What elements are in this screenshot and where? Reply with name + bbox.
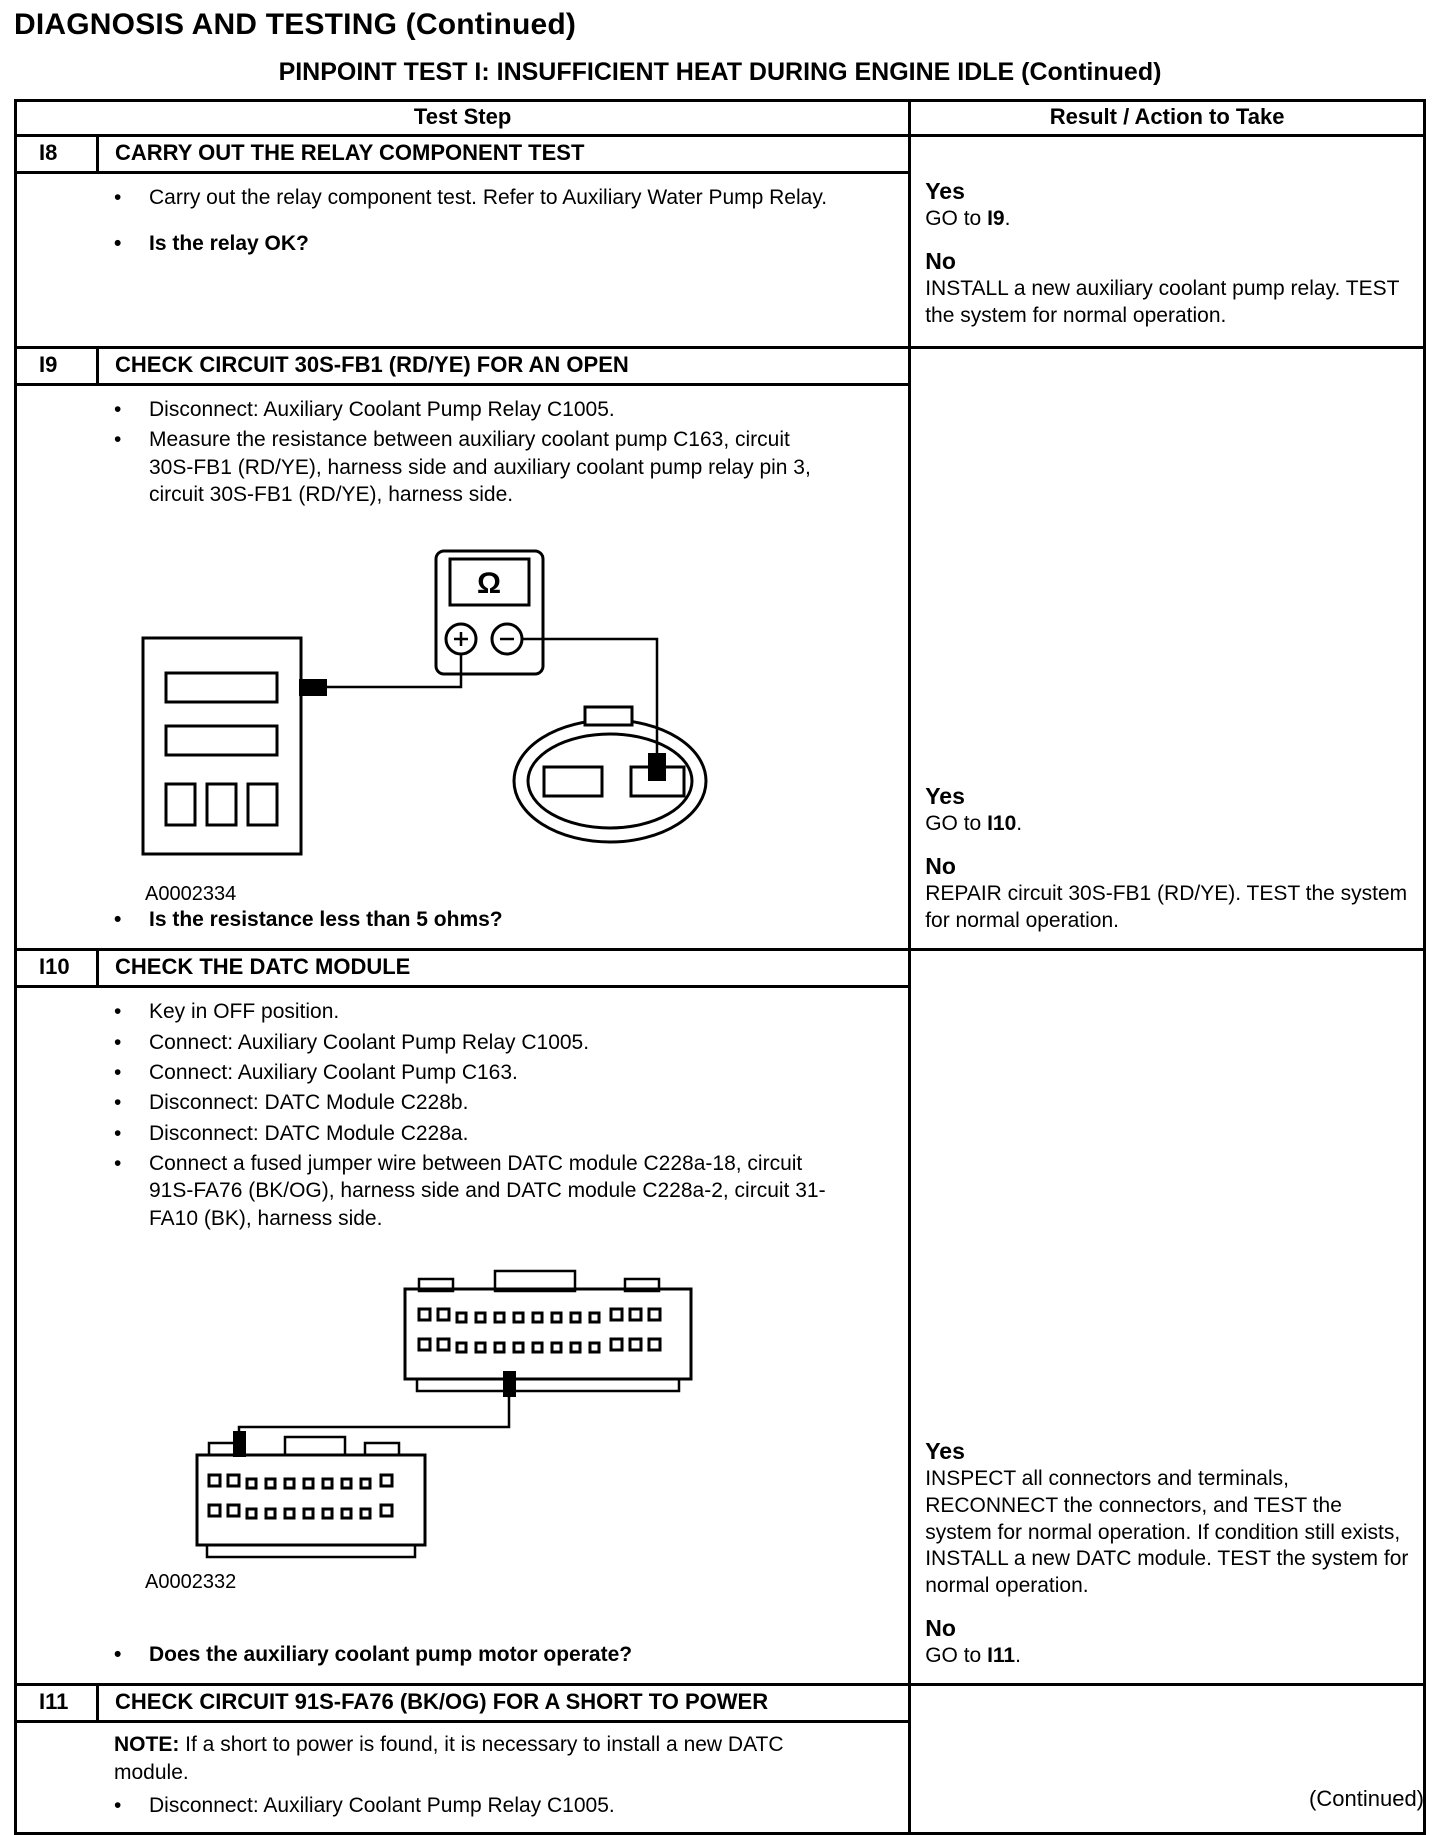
step-body [17, 988, 908, 1683]
top-connector-pins [419, 1309, 660, 1352]
result-cell [911, 349, 1423, 948]
test-step-cell [17, 137, 911, 346]
go-to-period: . [1016, 812, 1023, 836]
result-no-action: REPAIR circuit 30S-FB1 (RD/YE). TEST the system for normal operation. [925, 882, 1408, 932]
step-instructions [17, 184, 908, 214]
ohm-symbol: Ω [476, 567, 502, 601]
test-section-i8 [17, 137, 1423, 349]
test-step-cell [17, 951, 911, 1683]
step-instruction: • Disconnect: Auxiliary Coolant Pump Relay C1005. [17, 1792, 908, 1822]
test-step-cell [17, 349, 911, 948]
step-instruction: • Connect: Auxiliary Coolant Pump C163. [17, 1059, 908, 1089]
go-to-text: GO to [925, 207, 988, 231]
step-header [17, 349, 908, 386]
result-yes-action [925, 811, 1411, 838]
note [17, 1731, 908, 1792]
step-instructions [17, 1792, 908, 1822]
go-to-text: GO to [925, 812, 988, 836]
result-yes-label: Yes [925, 783, 965, 810]
step-title: CHECK CIRCUIT 30S-FB1 (RD/YE) FOR AN OPEN [115, 352, 629, 377]
relay-connector-icon [143, 638, 301, 854]
multimeter-connector-diagram [135, 539, 715, 871]
step-instructions [17, 998, 908, 1234]
go-to-target: I11 [987, 1643, 1016, 1667]
datc-connector-top-icon [405, 1271, 691, 1391]
step-instructions [17, 396, 908, 511]
step-body [17, 1723, 908, 1832]
go-to-period: . [1015, 1643, 1021, 1667]
resistance-test-diagram [135, 539, 908, 871]
step-id: I11 [17, 1686, 99, 1720]
page-continued-footer: (Continued) [1309, 1786, 1424, 1811]
datc-module-connectors-diagram [195, 1259, 705, 1559]
plus-probe-icon [446, 624, 476, 654]
result-cell [911, 137, 1423, 346]
step-instruction: • Key in OFF position. [17, 998, 908, 1028]
step-header [17, 1686, 908, 1723]
result-no-action: INSTALL a new auxiliary coolant pump relay. TEST the system for normal operation. [925, 277, 1400, 327]
step-question-block [17, 906, 908, 936]
result-cell [911, 951, 1423, 1683]
pinpoint-test-subtitle: PINPOINT TEST I: INSUFFICIENT HEAT DURING ENGINE IDLE (Continued) [278, 58, 1162, 86]
minus-probe-icon [492, 624, 522, 654]
step-id: I10 [17, 951, 99, 985]
step-header [17, 951, 908, 988]
step-id: I8 [17, 137, 99, 171]
result-no-label: No [925, 247, 956, 274]
step-question-block [17, 230, 908, 260]
step-title: CARRY OUT THE RELAY COMPONENT TEST [115, 140, 585, 165]
step-header [17, 137, 908, 174]
result-column-header: Result / Action to Take [1049, 104, 1285, 129]
step-instruction: • Disconnect: DATC Module C228b. [17, 1089, 908, 1119]
result-yes-label: Yes [925, 1438, 965, 1465]
step-instruction: • Measure the resistance between auxiliary coolant pump C163, circuit 30S-FB1 (RD/YE), harness side and auxiliary coolant pump relay pin 3, circuit 30S-FB1 (RD/YE), harness side. [17, 426, 908, 511]
result-no-action [925, 1643, 1411, 1670]
go-to-target: I10 [987, 812, 1017, 836]
step-id: I9 [17, 349, 99, 383]
test-section-i9 [17, 349, 1423, 951]
step-title: CHECK THE DATC MODULE [115, 954, 411, 980]
step-instruction: • Connect: Auxiliary Coolant Pump Relay C1005. [17, 1029, 908, 1059]
result-yes-action: INSPECT all connectors and terminals, RECONNECT the connectors, and TEST the system for normal operation. If condition still exists, INSTALL a new DATC module. TEST the system for normal operation. [925, 1467, 1409, 1597]
go-to-period: . [1004, 207, 1011, 231]
step-instruction: • Disconnect: DATC Module C228a. [17, 1120, 908, 1150]
step-question: • Is the relay OK? [17, 230, 908, 260]
go-to-text: GO to [925, 1643, 988, 1667]
step-instruction: • Carry out the relay component test. Refer to Auxiliary Water Pump Relay. [17, 184, 908, 214]
result-yes-action [925, 206, 1411, 233]
figure-label: A0002332 [145, 1570, 237, 1593]
step-question: • Does the auxiliary coolant pump motor operate? [17, 1641, 908, 1671]
step-body [17, 174, 908, 346]
test-section-i10 [17, 951, 1423, 1686]
go-to-target: I9 [987, 207, 1005, 231]
page-title: DIAGNOSIS AND TESTING (Continued) [14, 8, 577, 41]
step-instruction: • Disconnect: Auxiliary Coolant Pump Relay C1005. [17, 396, 908, 426]
step-body [17, 386, 908, 948]
step-question-block [17, 1641, 908, 1671]
datc-connector-bottom-icon [197, 1437, 425, 1557]
test-step-column-header: Test Step [17, 102, 911, 134]
test-section-i11 [17, 1686, 1423, 1832]
step-instruction: • Connect a fused jumper wire between DATC module C228a-18, circuit 91S-FA76 (BK/OG), harness side and DATC module C228a-2, circuit 31-FA10 (BK), harness side. [17, 1150, 908, 1235]
step-question: • Is the resistance less than 5 ohms? [17, 906, 908, 936]
result-no-label: No [925, 852, 956, 879]
pump-connector-icon [514, 707, 706, 842]
jumper-wire-diagram [195, 1259, 908, 1559]
note-text: If a short to power is found, it is necessary to install a new DATC module. [114, 1733, 784, 1784]
result-yes-label: Yes [925, 178, 965, 204]
note-label: NOTE: [114, 1733, 180, 1757]
bottom-connector-pins [209, 1475, 392, 1518]
test-step-cell [17, 1686, 911, 1832]
pinpoint-test-table [14, 99, 1426, 1835]
figure-label: A0002334 [145, 883, 237, 906]
result-no-label: No [925, 1614, 956, 1641]
step-title: CHECK CIRCUIT 91S-FA76 (BK/OG) FOR A SHORT TO POWER [115, 1689, 769, 1715]
table-header-row [17, 102, 1423, 137]
